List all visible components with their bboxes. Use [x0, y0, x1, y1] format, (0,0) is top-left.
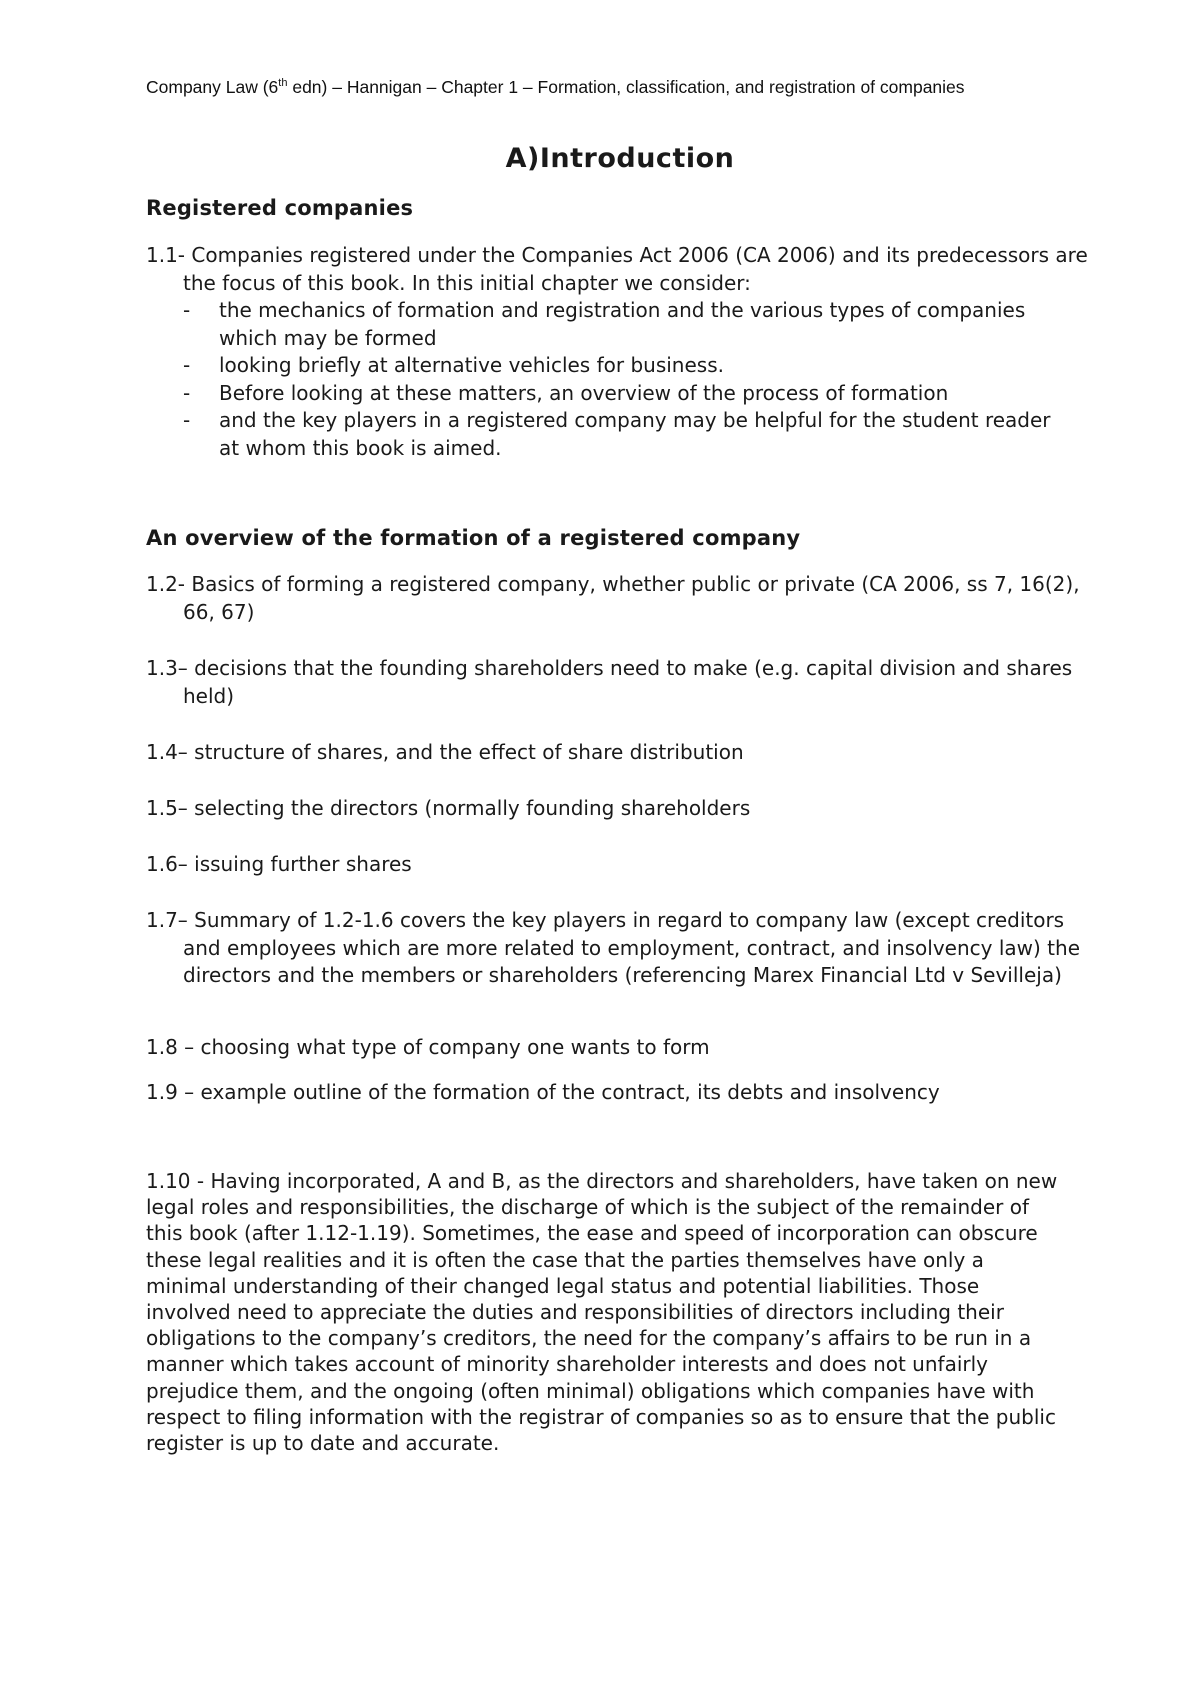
- bullet-dash: -: [183, 380, 191, 405]
- paragraph-1-2: 1.2- Basics of forming a registered company, whether public or private (CA 2006, ss 7, 16(2), 66, 67): [146, 572, 1080, 624]
- list-item: [183, 352, 1063, 380]
- paragraph-1-3: 1.3– decisions that the founding shareholders need to make (e.g. capital division and shares held): [146, 656, 1073, 708]
- header-prefix: Company Law (6: [146, 77, 279, 97]
- running-header: [146, 74, 1046, 100]
- paragraph-1-8: 1.8 – choosing what type of company one wants to form: [146, 1035, 710, 1059]
- heading-formation-overview: An overview of the formation of a registered company: [146, 526, 801, 550]
- paragraph-1-4: 1.4– structure of shares, and the effect of share distribution: [146, 740, 744, 764]
- list-item: [183, 297, 1063, 352]
- heading-registered-companies: Registered companies: [146, 196, 414, 220]
- paragraph-1-6: 1.6– issuing further shares: [146, 852, 412, 876]
- paragraph-1-9: 1.9 – example outline of the formation of the contract, its debts and insolvency: [146, 1080, 940, 1104]
- bullet-list: [183, 297, 1063, 462]
- bullet-text: and the key players in a registered company may be helpful for the student reader at whom this book is aimed.: [219, 408, 1051, 460]
- page-title: A)Introduction: [505, 143, 735, 174]
- paragraph-1-7: 1.7– Summary of 1.2-1.6 covers the key players in regard to company law (except creditors and employees which are more related to employment, contract, and insolvency law) the directors and the members or shareholders (referencing Marex Financial Ltd v Sevilleja): [146, 908, 1081, 987]
- paragraph-1-10: 1.10 - Having incorporated, A and B, as the directors and shareholders, have taken on new legal roles and responsibilities, the discharge of which is the subject of the remainder of this book (after 1.12-1.19). Sometimes, the ease and speed of incorporation can obscure these legal realities and it is often the case that the parties themselves have only a minimal understanding of their changed legal status and potential liabilities. Those involved need to appreciate the duties and responsibilities of directors including their obligations to the company’s creditors, the need for the company’s affairs to be run in a manner which takes account of minority shareholder interests and does not unfairly prejudice them, and the ongoing (often minimal) obligations which companies have with respect to filing information with the registrar of companies so as to ensure that the public register is up to date and accurate.: [146, 1169, 1058, 1456]
- header-superscript: th: [278, 77, 288, 90]
- bullet-dash: -: [183, 408, 191, 432]
- bullet-text: Before looking at these matters, an overview of the process of formation: [219, 380, 949, 405]
- bullet-text: looking briefly at alternative vehicles for business.: [219, 353, 724, 377]
- bullet-dash: -: [183, 353, 191, 377]
- list-item: [183, 407, 1063, 462]
- header-suffix: edn) – Hannigan – Chapter 1 – Formation, classification, and registration of companies: [287, 77, 965, 97]
- bullet-dash: -: [183, 298, 191, 322]
- bullet-text: the mechanics of formation and registration and the various types of companies which may be formed: [219, 298, 1026, 350]
- paragraph-1-5: 1.5– selecting the directors (normally founding shareholders: [146, 796, 751, 820]
- list-item: [183, 380, 1063, 408]
- paragraph-1-1: 1.1- Companies registered under the Companies Act 2006 (CA 2006) and its predecessors are the focus of this book. In this initial chapter we consider:: [146, 243, 1088, 295]
